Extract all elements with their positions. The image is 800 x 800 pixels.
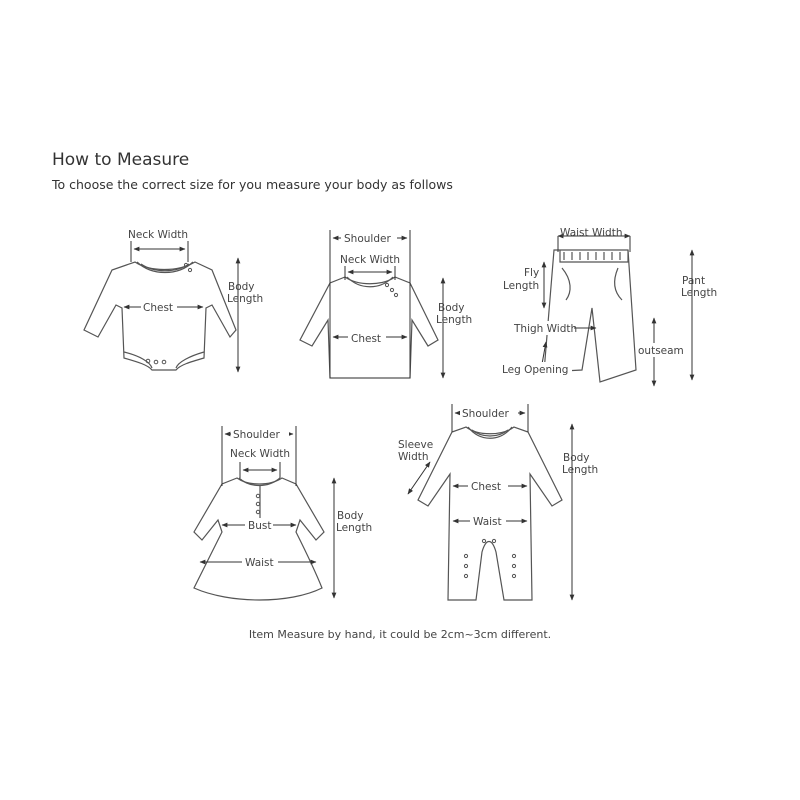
pants-leg-opening-label: Leg Opening	[502, 364, 569, 376]
dress-body-length-label-2: Length	[336, 522, 373, 534]
romper-body-length-label-2: Length	[562, 464, 599, 476]
romper-shoulder-label: Shoulder	[462, 408, 509, 420]
pants-outseam-label: outseam	[638, 345, 684, 357]
measurement-footnote: Item Measure by hand, it could be 2cm~3cm different.	[248, 628, 552, 641]
romper-garment	[418, 427, 562, 600]
page-title: How to Measure	[52, 150, 190, 170]
romper-sleeve-width-label: Sleeve	[398, 439, 434, 451]
dress-garment	[194, 478, 324, 600]
tshirt-measure-lines	[330, 230, 443, 378]
bodysuit-garment	[84, 262, 236, 370]
romper-sleeve-width-label-2: Width	[398, 451, 429, 463]
tshirt-shoulder-label: Shoulder	[344, 233, 391, 245]
page-subtitle: To choose the correct size for you measure your body as follows	[52, 177, 453, 192]
pants-pant-length-label: Pant	[682, 275, 706, 287]
dress-waist-label: Waist	[245, 557, 274, 569]
pants-waist-width-label: Waist Width	[560, 227, 623, 239]
tshirt-chest-label: Chest	[351, 333, 382, 345]
pants-fly-length-label: Fly	[524, 267, 540, 279]
dress-neck-width-label: Neck Width	[230, 448, 291, 460]
dress-bust-label: Bust	[248, 520, 272, 532]
bodysuit-neck-width-label: Neck Width	[128, 229, 189, 241]
pants-pant-length-label-2: Length	[681, 287, 718, 299]
tshirt-body-length-label: Body	[438, 302, 465, 314]
pants-thigh-width-label: Thigh Width	[514, 323, 578, 335]
dress-body-length-label: Body	[337, 510, 364, 522]
bodysuit-body-length-label: Body	[228, 281, 255, 293]
bodysuit-chest-label: Chest	[143, 302, 174, 314]
tshirt-garment	[300, 277, 438, 378]
tshirt-neck-width-label: Neck Width	[340, 254, 401, 266]
bodysuit-body-length-label-2: Length	[227, 293, 264, 305]
romper-waist-label: Waist	[473, 516, 502, 528]
romper-chest-label: Chest	[471, 481, 502, 493]
tshirt-body-length-label-2: Length	[436, 314, 473, 326]
dress-shoulder-label: Shoulder	[233, 429, 280, 441]
pants-fly-length-label-2: Length	[503, 280, 540, 292]
romper-body-length-label: Body	[563, 452, 590, 464]
